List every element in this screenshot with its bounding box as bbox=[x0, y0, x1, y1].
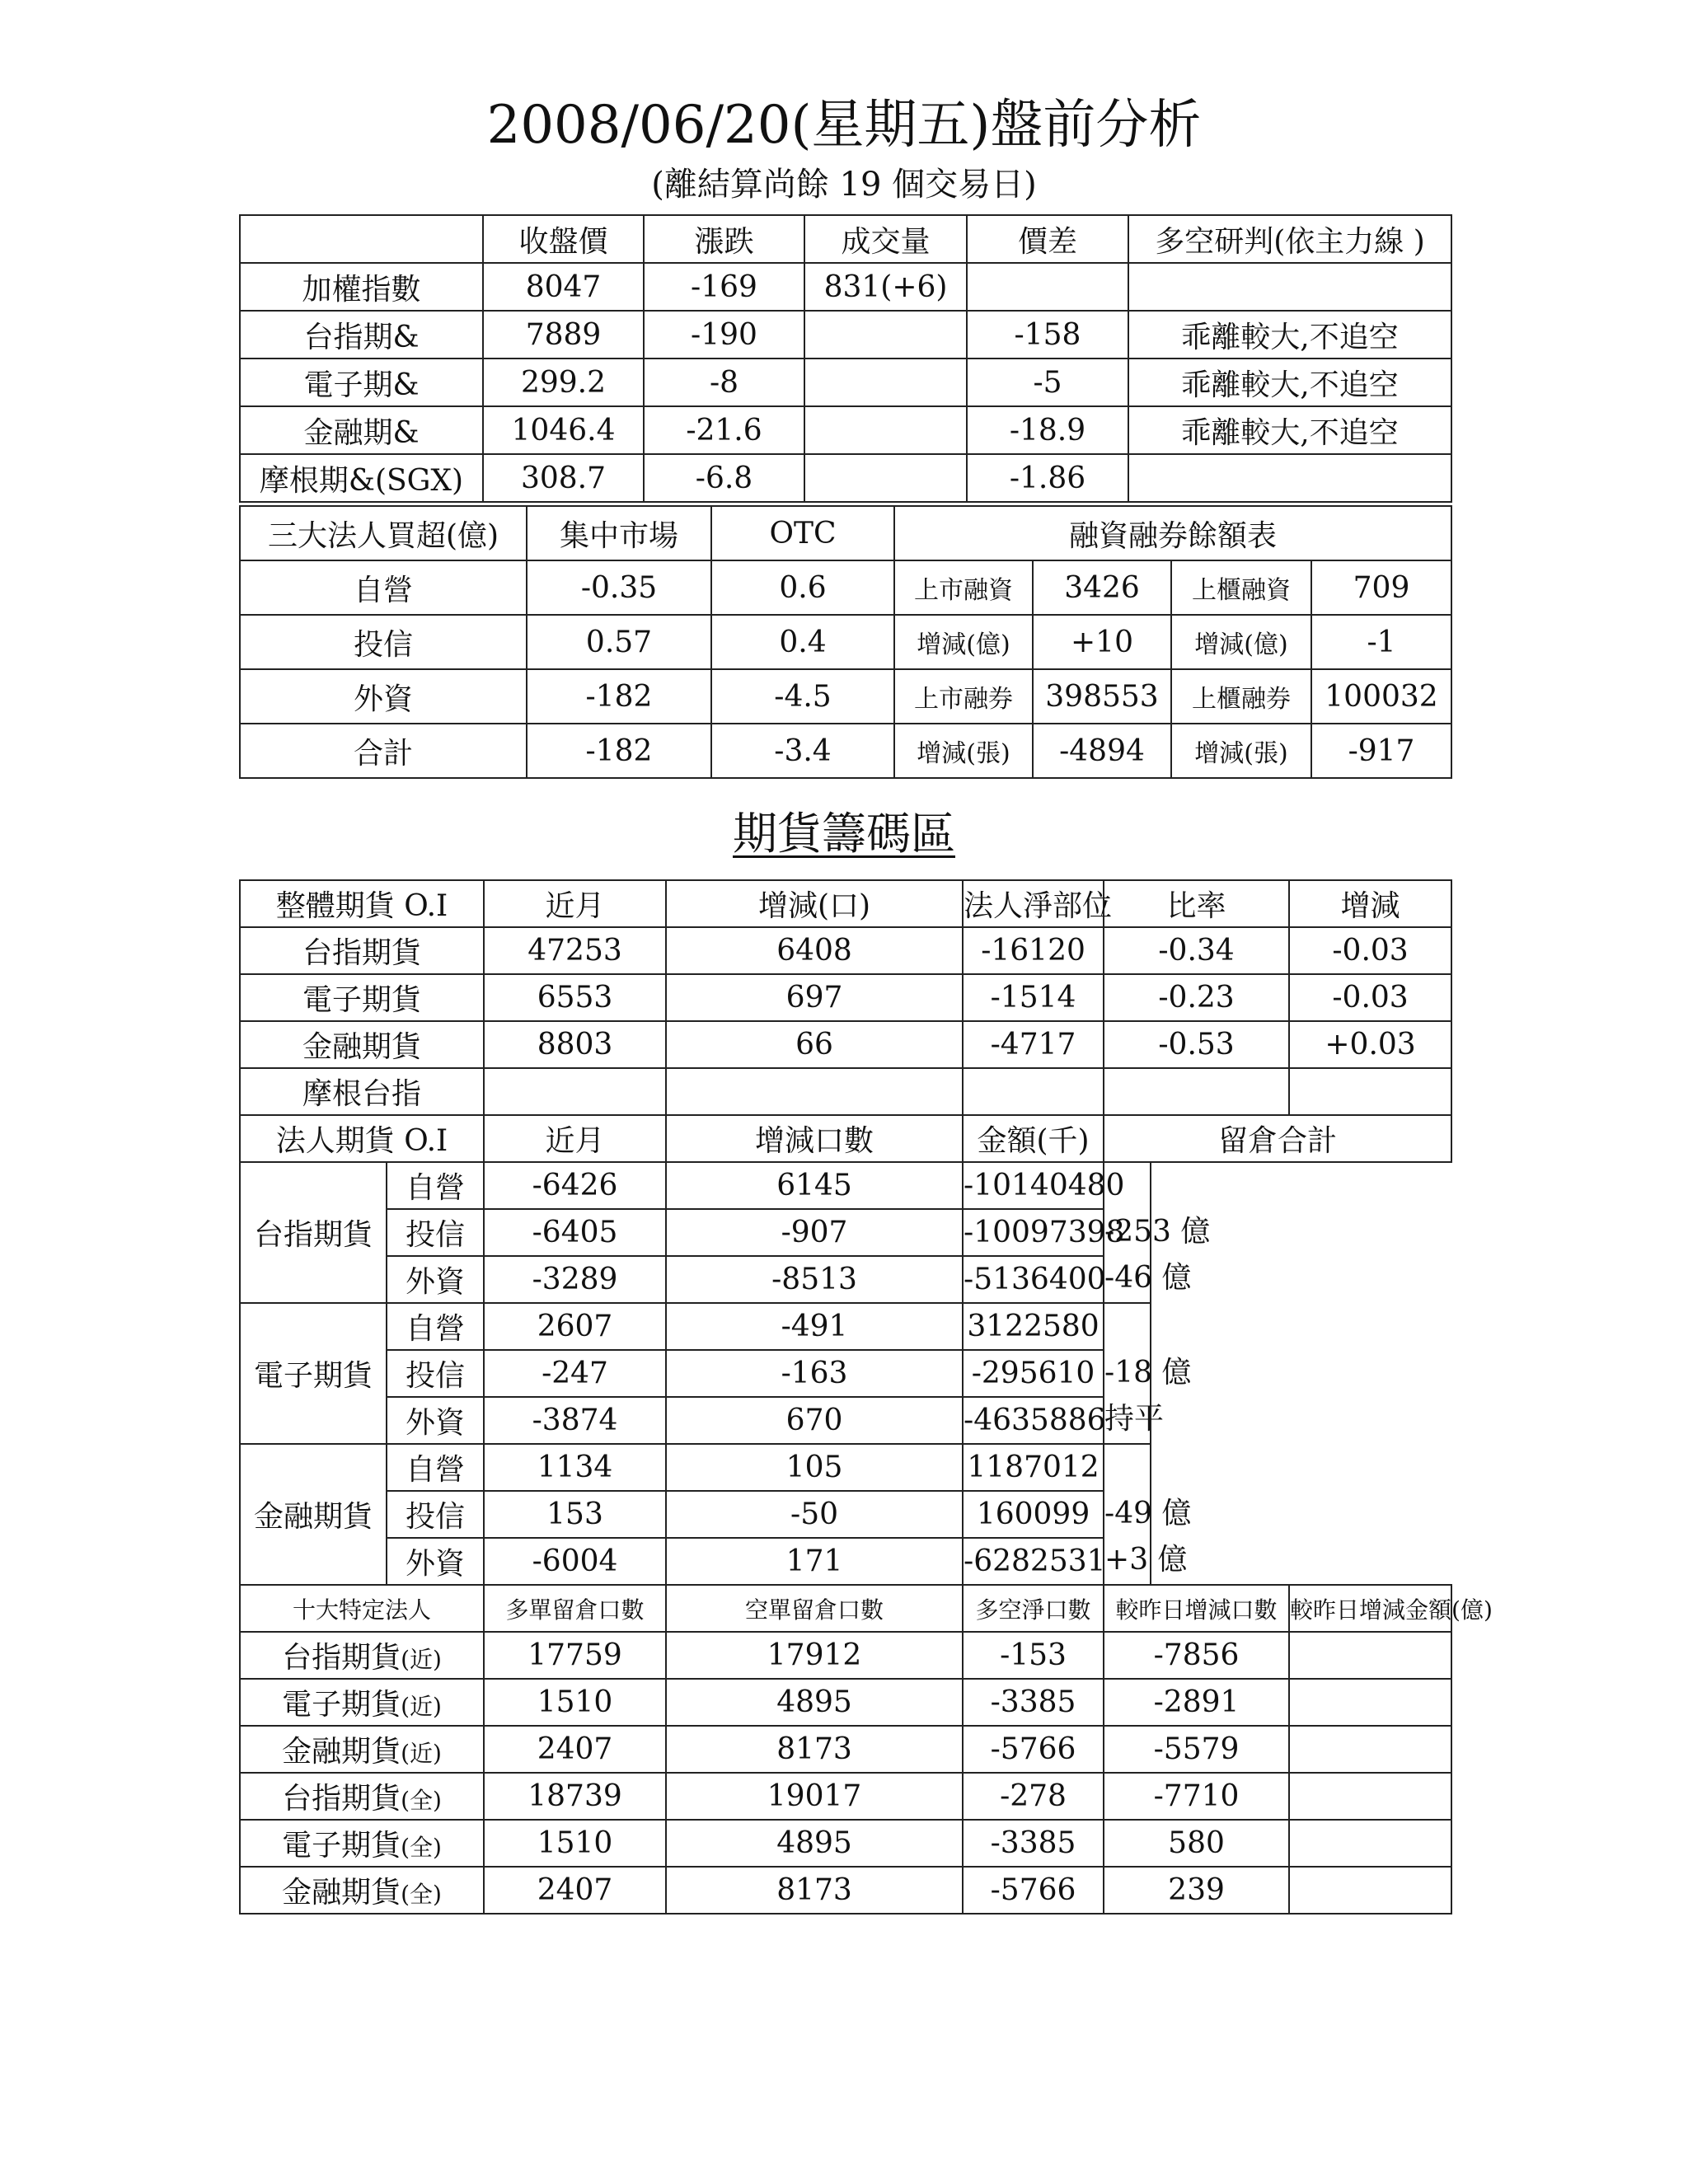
market-row-label: 電子期& bbox=[240, 359, 483, 406]
top10-cell: -5579 bbox=[1104, 1726, 1289, 1773]
market-cell bbox=[804, 406, 967, 454]
inst-oi-amount: -5136400 bbox=[963, 1256, 1104, 1303]
top10-cell: 17759 bbox=[484, 1632, 666, 1679]
market-cell: -1.86 bbox=[967, 454, 1128, 502]
inst-oi-investor: 外資 bbox=[387, 1538, 484, 1585]
top10-cell: 4895 bbox=[666, 1820, 963, 1867]
top10-cell: 18739 bbox=[484, 1773, 666, 1820]
top10-row-label bbox=[240, 1820, 484, 1867]
market-row-label: 摩根期&(SGX) bbox=[240, 454, 483, 502]
top10-row-label bbox=[240, 1867, 484, 1914]
inst-oi-header-cell: 增減口數 bbox=[666, 1115, 963, 1162]
overall-oi-row bbox=[240, 1068, 1451, 1115]
top10-contract-suffix: (近) bbox=[401, 1693, 442, 1720]
overall-oi-header-cell: 增減(口) bbox=[666, 880, 963, 927]
top10-row-label bbox=[240, 1726, 484, 1773]
top10-cell: 8173 bbox=[666, 1867, 963, 1914]
inst-oi-near-month: 2607 bbox=[484, 1303, 666, 1350]
inst-oi-group-name: 金融期貨 bbox=[240, 1444, 387, 1585]
top10-cell: -153 bbox=[963, 1632, 1104, 1679]
inst-oi-amount: -4635886 bbox=[963, 1397, 1104, 1444]
inst-oi-amount: -10140480 bbox=[963, 1162, 1104, 1209]
top10-cell bbox=[1289, 1820, 1451, 1867]
top10-cell: 19017 bbox=[666, 1773, 963, 1820]
inst-oi-near-month: -247 bbox=[484, 1350, 666, 1397]
overall-oi-row-label: 電子期貨 bbox=[240, 974, 484, 1021]
inst-oi-change: -50 bbox=[666, 1491, 963, 1538]
top10-contract-name: 金融期貨 bbox=[282, 1876, 401, 1910]
inst-row-label: 合計 bbox=[240, 724, 527, 778]
listed-short-label: 上市融券 bbox=[894, 669, 1033, 724]
market-row bbox=[240, 311, 1451, 359]
inst-oi-near-month: -3289 bbox=[484, 1256, 666, 1303]
market-header-row bbox=[240, 215, 1451, 263]
top10-header-cell: 較昨日增減口數 bbox=[1104, 1585, 1289, 1632]
market-cell bbox=[1128, 263, 1451, 311]
inst-row-otc-value: 0.6 bbox=[711, 560, 894, 615]
market-cell bbox=[804, 359, 967, 406]
inst-oi-investor: 投信 bbox=[387, 1491, 484, 1538]
market-cell: -18.9 bbox=[967, 406, 1128, 454]
overall-oi-row-label: 台指期貨 bbox=[240, 927, 484, 974]
market-cell: 乖離較大,不追空 bbox=[1128, 406, 1451, 454]
top10-cell: -3385 bbox=[963, 1679, 1104, 1726]
top10-row bbox=[240, 1820, 1451, 1867]
market-row-label: 金融期& bbox=[240, 406, 483, 454]
overall-oi-cell bbox=[484, 1068, 666, 1115]
overall-oi-cell: 47253 bbox=[484, 927, 666, 974]
top10-cell: 8173 bbox=[666, 1726, 963, 1773]
market-row bbox=[240, 454, 1451, 502]
inst-oi-change: -8513 bbox=[666, 1256, 963, 1303]
inst-oi-header-cell: 近月 bbox=[484, 1115, 666, 1162]
inst-row-market-value: 0.57 bbox=[527, 615, 711, 669]
market-cell: 7889 bbox=[483, 311, 644, 359]
top10-cell bbox=[1289, 1773, 1451, 1820]
inst-oi-investor: 自營 bbox=[387, 1162, 484, 1209]
inst-oi-near-month: -6004 bbox=[484, 1538, 666, 1585]
otc-short-change: -917 bbox=[1311, 724, 1451, 778]
inst-oi-change: 670 bbox=[666, 1397, 963, 1444]
inst-oi-position-total bbox=[1104, 1303, 1192, 1444]
listed-margin-label: 上市融資 bbox=[894, 560, 1033, 615]
top10-cell: -5766 bbox=[963, 1726, 1104, 1773]
top10-row bbox=[240, 1632, 1451, 1679]
overall-oi-cell: -0.03 bbox=[1289, 927, 1451, 974]
top10-contract-name: 金融期貨 bbox=[282, 1735, 401, 1769]
inst-row-label: 外資 bbox=[240, 669, 527, 724]
inst-oi-investor: 投信 bbox=[387, 1350, 484, 1397]
market-cell: 1046.4 bbox=[483, 406, 644, 454]
top10-contract-suffix: (近) bbox=[401, 1740, 442, 1767]
inst-oi-row bbox=[240, 1350, 1451, 1397]
otc-short-change-label: 增減(張) bbox=[1171, 724, 1311, 778]
futures-section-title-text: 期貨籌碼區 bbox=[733, 808, 955, 860]
overall-oi-cell: -4717 bbox=[963, 1021, 1104, 1068]
inst-oi-group-name: 電子期貨 bbox=[240, 1303, 387, 1444]
inst-oi-row bbox=[240, 1162, 1451, 1209]
overall-oi-header-cell: 增減 bbox=[1289, 880, 1451, 927]
overall-oi-cell: 8803 bbox=[484, 1021, 666, 1068]
market-cell: 乖離較大,不追空 bbox=[1128, 311, 1451, 359]
top10-contract-suffix: (近) bbox=[401, 1646, 442, 1673]
inst-oi-row bbox=[240, 1444, 1451, 1491]
top10-cell: 1510 bbox=[484, 1679, 666, 1726]
overall-oi-header-cell: 比率 bbox=[1104, 880, 1289, 927]
listed-short-change: -4894 bbox=[1033, 724, 1171, 778]
top10-cell: 17912 bbox=[666, 1632, 963, 1679]
top10-cell: 580 bbox=[1104, 1820, 1289, 1867]
top10-header-cell: 空單留倉口數 bbox=[666, 1585, 963, 1632]
page-subtitle: (離結算尚餘 19 個交易日) bbox=[651, 166, 1037, 204]
market-cell: 308.7 bbox=[483, 454, 644, 502]
top10-contract-name: 電子期貨 bbox=[282, 1688, 401, 1722]
market-row-label: 加權指數 bbox=[240, 263, 483, 311]
market-header-cell: 收盤價 bbox=[483, 215, 644, 263]
market-row bbox=[240, 263, 1451, 311]
market-cell: 乖離較大,不追空 bbox=[1128, 359, 1451, 406]
market-cell: -6.8 bbox=[644, 454, 804, 502]
overall-oi-header-cell: 法人淨部位 bbox=[963, 880, 1104, 927]
market-header-cell: 價差 bbox=[967, 215, 1128, 263]
inst-row-otc-value: -4.5 bbox=[711, 669, 894, 724]
inst-oi-row bbox=[240, 1491, 1451, 1538]
market-header-cell: 漲跌 bbox=[644, 215, 804, 263]
overall-oi-cell bbox=[1104, 1068, 1289, 1115]
market-cell bbox=[804, 454, 967, 502]
market-cell: -169 bbox=[644, 263, 804, 311]
inst-oi-change: 105 bbox=[666, 1444, 963, 1491]
market-header-cell bbox=[240, 215, 483, 263]
top10-contract-suffix: (全) bbox=[401, 1787, 442, 1814]
market-row bbox=[240, 406, 1451, 454]
futures-section-title bbox=[0, 804, 1688, 864]
top10-row bbox=[240, 1726, 1451, 1773]
inst-oi-near-month: -3874 bbox=[484, 1397, 666, 1444]
position-total-line2: +3 億 bbox=[1104, 1543, 1188, 1577]
overall-oi-row-label: 摩根台指 bbox=[240, 1068, 484, 1115]
top10-cell: -7710 bbox=[1104, 1773, 1289, 1820]
otc-margin-change: -1 bbox=[1311, 615, 1451, 669]
otc-margin-change-label: 增減(億) bbox=[1171, 615, 1311, 669]
futures-table bbox=[239, 879, 1493, 1915]
top10-contract-suffix: (全) bbox=[401, 1834, 442, 1861]
inst-row-dealer bbox=[240, 560, 1451, 615]
top10-contract-name: 台指期貨 bbox=[282, 1641, 401, 1675]
otc-short-value: 100032 bbox=[1311, 669, 1451, 724]
inst-oi-amount: 3122580 bbox=[963, 1303, 1104, 1350]
overall-oi-cell bbox=[666, 1068, 963, 1115]
overall-oi-cell: -16120 bbox=[963, 927, 1104, 974]
listed-margin-value: 3426 bbox=[1033, 560, 1171, 615]
top10-header-cell: 多空淨口數 bbox=[963, 1585, 1104, 1632]
inst-oi-header-cell: 法人期貨 O.I bbox=[240, 1115, 484, 1162]
overall-oi-cell: 6553 bbox=[484, 974, 666, 1021]
top10-header-cell: 十大特定法人 bbox=[240, 1585, 484, 1632]
overall-oi-cell: -0.34 bbox=[1104, 927, 1289, 974]
inst-row-market-value: -182 bbox=[527, 724, 711, 778]
inst-oi-near-month: -6405 bbox=[484, 1209, 666, 1256]
inst-oi-near-month: 1134 bbox=[484, 1444, 666, 1491]
top10-row-label bbox=[240, 1773, 484, 1820]
otc-margin-value: 709 bbox=[1311, 560, 1451, 615]
market-cell: -190 bbox=[644, 311, 804, 359]
overall-oi-header-cell: 近月 bbox=[484, 880, 666, 927]
inst-oi-near-month: -6426 bbox=[484, 1162, 666, 1209]
inst-oi-header-cell: 留倉合計 bbox=[1104, 1115, 1451, 1162]
inst-header-market: 集中市場 bbox=[527, 506, 711, 560]
inst-oi-amount: 1187012 bbox=[963, 1444, 1104, 1491]
top10-cell: 2407 bbox=[484, 1867, 666, 1914]
top10-row-label bbox=[240, 1679, 484, 1726]
inst-oi-investor: 自營 bbox=[387, 1444, 484, 1491]
listed-short-change-label: 增減(張) bbox=[894, 724, 1033, 778]
position-total-line1: -49 億 bbox=[1104, 1497, 1192, 1530]
inst-row-otc-value: 0.4 bbox=[711, 615, 894, 669]
market-cell bbox=[967, 263, 1128, 311]
market-row bbox=[240, 359, 1451, 406]
top10-row bbox=[240, 1679, 1451, 1726]
inst-oi-amount: -6282531 bbox=[963, 1538, 1104, 1585]
inst-row-trust bbox=[240, 615, 1451, 669]
top10-row bbox=[240, 1867, 1451, 1914]
overall-oi-row bbox=[240, 1021, 1451, 1068]
inst-oi-investor: 自營 bbox=[387, 1303, 484, 1350]
position-total-line2: -46 億 bbox=[1104, 1261, 1192, 1295]
market-header-cell: 多空研判(依主力線 ) bbox=[1128, 215, 1451, 263]
inst-oi-row bbox=[240, 1538, 1451, 1585]
inst-oi-near-month: 153 bbox=[484, 1491, 666, 1538]
inst-row-market-value: -182 bbox=[527, 669, 711, 724]
inst-row-label: 自營 bbox=[240, 560, 527, 615]
listed-margin-change-label: 增減(億) bbox=[894, 615, 1033, 669]
top10-contract-name: 台指期貨 bbox=[282, 1782, 401, 1816]
inst-oi-investor: 外資 bbox=[387, 1397, 484, 1444]
top10-cell: 4895 bbox=[666, 1679, 963, 1726]
market-table bbox=[239, 214, 1452, 503]
inst-oi-amount: 160099 bbox=[963, 1491, 1104, 1538]
inst-oi-investor: 外資 bbox=[387, 1256, 484, 1303]
position-total-line1: -253 億 bbox=[1104, 1215, 1211, 1249]
overall-oi-cell: -0.53 bbox=[1104, 1021, 1289, 1068]
overall-oi-row-label: 金融期貨 bbox=[240, 1021, 484, 1068]
top10-cell bbox=[1289, 1632, 1451, 1679]
inst-oi-change: -907 bbox=[666, 1209, 963, 1256]
inst-oi-row bbox=[240, 1256, 1451, 1303]
inst-row-total bbox=[240, 724, 1451, 778]
inst-oi-change: 171 bbox=[666, 1538, 963, 1585]
overall-oi-cell bbox=[963, 1068, 1104, 1115]
market-cell: -5 bbox=[967, 359, 1128, 406]
top10-cell: 1510 bbox=[484, 1820, 666, 1867]
position-total-line1: -18 億 bbox=[1104, 1356, 1192, 1390]
market-cell: -158 bbox=[967, 311, 1128, 359]
top10-cell: -5766 bbox=[963, 1867, 1104, 1914]
overall-oi-cell: -0.03 bbox=[1289, 974, 1451, 1021]
top10-cell: -3385 bbox=[963, 1820, 1104, 1867]
otc-margin-label: 上櫃融資 bbox=[1171, 560, 1311, 615]
overall-oi-header-row bbox=[240, 880, 1451, 927]
overall-oi-row bbox=[240, 927, 1451, 974]
inst-oi-change: 6145 bbox=[666, 1162, 963, 1209]
overall-oi-cell bbox=[1289, 1068, 1451, 1115]
top10-cell bbox=[1289, 1867, 1451, 1914]
inst-oi-header-row bbox=[240, 1115, 1451, 1162]
institutional-header-row bbox=[240, 506, 1451, 560]
listed-short-value: 398553 bbox=[1033, 669, 1171, 724]
top10-cell: -7856 bbox=[1104, 1632, 1289, 1679]
top10-cell: 239 bbox=[1104, 1867, 1289, 1914]
margin-table-title: 融資融券餘額表 bbox=[894, 506, 1451, 560]
market-cell: -21.6 bbox=[644, 406, 804, 454]
overall-oi-cell: 6408 bbox=[666, 927, 963, 974]
top10-contract-name: 電子期貨 bbox=[282, 1829, 401, 1863]
inst-oi-amount: -295610 bbox=[963, 1350, 1104, 1397]
inst-oi-position-total bbox=[1104, 1444, 1192, 1585]
market-cell: 299.2 bbox=[483, 359, 644, 406]
top10-header-row bbox=[240, 1585, 1451, 1632]
inst-row-market-value: -0.35 bbox=[527, 560, 711, 615]
overall-oi-cell: +0.03 bbox=[1289, 1021, 1451, 1068]
inst-oi-group-name: 台指期貨 bbox=[240, 1162, 387, 1303]
top10-cell bbox=[1289, 1726, 1451, 1773]
page-title: 2008/06/20(星期五)盤前分析 bbox=[486, 95, 1202, 156]
otc-short-label: 上櫃融券 bbox=[1171, 669, 1311, 724]
market-cell: -8 bbox=[644, 359, 804, 406]
overall-oi-cell: 66 bbox=[666, 1021, 963, 1068]
institutional-table bbox=[239, 505, 1452, 779]
overall-oi-header-cell: 整體期貨 O.I bbox=[240, 880, 484, 927]
market-cell: 8047 bbox=[483, 263, 644, 311]
inst-oi-amount: -10097398 bbox=[963, 1209, 1104, 1256]
top10-header-cell: 較昨日增減金額(億) bbox=[1289, 1585, 1451, 1632]
inst-oi-row bbox=[240, 1303, 1451, 1350]
inst-row-foreign bbox=[240, 669, 1451, 724]
top10-cell bbox=[1289, 1679, 1451, 1726]
inst-oi-header-cell: 金額(千) bbox=[963, 1115, 1104, 1162]
inst-oi-investor: 投信 bbox=[387, 1209, 484, 1256]
top10-row-label bbox=[240, 1632, 484, 1679]
top10-header-cell: 多單留倉口數 bbox=[484, 1585, 666, 1632]
inst-oi-change: -491 bbox=[666, 1303, 963, 1350]
top10-cell: -278 bbox=[963, 1773, 1104, 1820]
market-cell: 831(+6) bbox=[804, 263, 967, 311]
top10-cell: -2891 bbox=[1104, 1679, 1289, 1726]
inst-oi-row bbox=[240, 1209, 1451, 1256]
inst-row-otc-value: -3.4 bbox=[711, 724, 894, 778]
inst-oi-change: -163 bbox=[666, 1350, 963, 1397]
top10-cell: 2407 bbox=[484, 1726, 666, 1773]
inst-header-otc: OTC bbox=[711, 506, 894, 560]
overall-oi-cell: -0.23 bbox=[1104, 974, 1289, 1021]
inst-oi-row bbox=[240, 1397, 1451, 1444]
market-row-label: 台指期& bbox=[240, 311, 483, 359]
position-total-line2: 持平 bbox=[1104, 1402, 1165, 1436]
inst-row-label: 投信 bbox=[240, 615, 527, 669]
market-header-cell: 成交量 bbox=[804, 215, 967, 263]
market-cell bbox=[1128, 454, 1451, 502]
listed-margin-change: +10 bbox=[1033, 615, 1171, 669]
top10-row bbox=[240, 1773, 1451, 1820]
market-cell bbox=[804, 311, 967, 359]
inst-header-label: 三大法人買超(億) bbox=[240, 506, 527, 560]
overall-oi-row bbox=[240, 974, 1451, 1021]
overall-oi-cell: 697 bbox=[666, 974, 963, 1021]
top10-contract-suffix: (全) bbox=[401, 1881, 442, 1908]
overall-oi-cell: -1514 bbox=[963, 974, 1104, 1021]
